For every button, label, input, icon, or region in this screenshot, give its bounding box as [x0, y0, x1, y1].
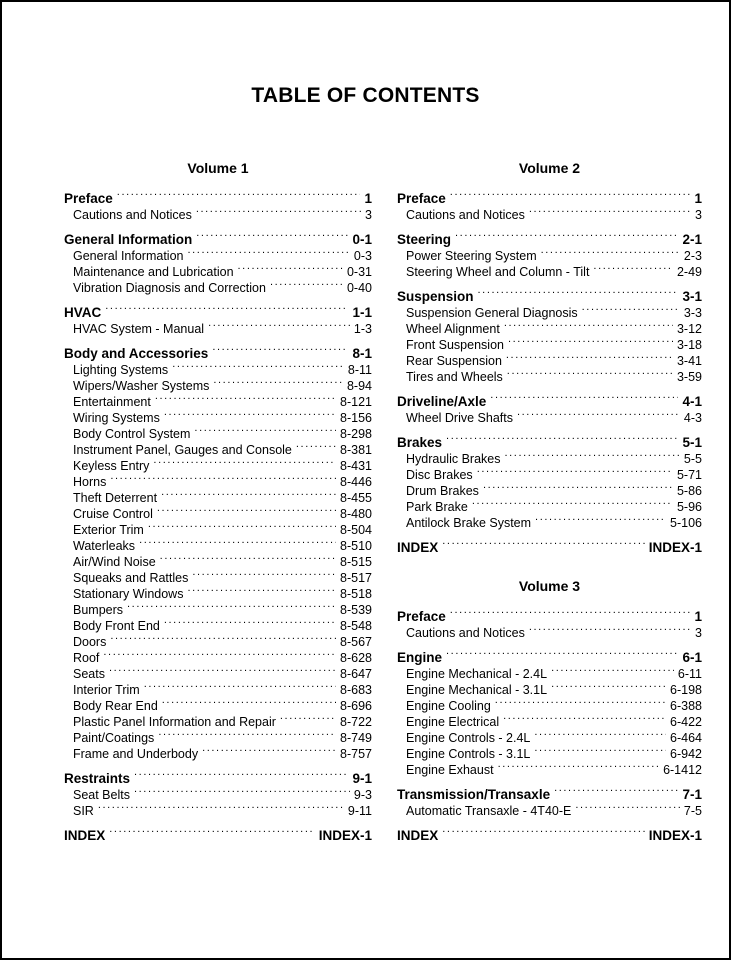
toc-entry-label: Engine Controls - 3.1L — [406, 747, 531, 761]
section-heading-label: Preface — [64, 191, 113, 206]
leader-dots — [187, 582, 336, 598]
toc-entry-page: 7-5 — [683, 804, 702, 818]
toc-entry-page: 8-517 — [340, 571, 372, 585]
leader-dots — [238, 260, 343, 276]
leader-dots — [153, 454, 336, 470]
leader-dots — [161, 486, 336, 502]
toc-entry-page: 8-722 — [340, 715, 372, 729]
leader-dots — [194, 422, 336, 438]
leader-dots — [162, 694, 336, 710]
leader-dots — [490, 388, 678, 406]
toc-entry-label: Cautions and Notices — [406, 626, 525, 640]
toc-entry-label: Engine Mechanical - 2.4L — [406, 667, 548, 681]
leader-dots — [160, 550, 336, 566]
toc-entry-page: 8-510 — [340, 539, 372, 553]
leader-dots — [506, 349, 673, 365]
toc-entry-label: Theft Deterrent — [73, 491, 158, 505]
leader-dots — [157, 502, 336, 518]
volume-heading: Volume 3 — [518, 578, 581, 594]
toc-entry-page: 8-480 — [340, 507, 372, 521]
leader-dots — [450, 603, 691, 621]
toc-entry-page: 8-696 — [340, 699, 372, 713]
leader-dots — [582, 301, 680, 317]
toc-section — [397, 283, 702, 384]
toc-entry-page: 8-567 — [340, 635, 372, 649]
leader-dots — [134, 765, 348, 783]
toc-entry-page: 8-381 — [340, 443, 372, 457]
toc-entry-page: 8-121 — [340, 395, 372, 409]
toc-entry-label: Horns — [73, 475, 107, 489]
section-heading-label: Preface — [397, 609, 446, 624]
leader-dots — [535, 511, 666, 527]
leader-dots — [446, 644, 678, 662]
toc-entry-page: 8-11 — [347, 363, 372, 377]
section-heading — [397, 226, 702, 247]
toc-entry-page: 8-515 — [340, 555, 372, 569]
toc-entry-page: 8-156 — [340, 411, 372, 425]
leader-dots — [483, 479, 673, 495]
toc-entry-page: 8-757 — [340, 747, 372, 761]
leader-dots — [134, 783, 350, 799]
section-heading-label: INDEX — [397, 540, 439, 555]
leader-dots — [127, 598, 336, 614]
leader-dots — [534, 726, 666, 742]
section-heading-label: Steering — [397, 232, 452, 247]
leader-dots — [144, 678, 336, 694]
leader-dots — [105, 299, 348, 317]
leader-dots — [164, 406, 336, 422]
toc-entry-label: Wheel Alignment — [406, 322, 500, 336]
section-heading — [397, 388, 702, 409]
section-heading — [397, 822, 702, 843]
toc-entry-page: 8-446 — [340, 475, 372, 489]
section-heading-label: Driveline/Axle — [397, 394, 487, 409]
toc-entry-label: Paint/Coatings — [73, 731, 155, 745]
leader-dots — [551, 662, 674, 678]
toc-entry-page: 6-464 — [670, 731, 702, 745]
toc-section — [64, 185, 372, 222]
leader-dots — [213, 374, 343, 390]
section-heading-page: 1-1 — [352, 305, 372, 320]
section-heading-page: 1 — [694, 609, 702, 624]
toc-entry-label: Maintenance and Lubrication — [73, 265, 234, 279]
toc-entry-page: 6-1412 — [663, 763, 702, 777]
toc-entry-label: Drum Brakes — [406, 484, 479, 498]
leader-dots — [110, 470, 336, 486]
toc-section — [397, 388, 702, 425]
leader-dots — [593, 260, 673, 276]
toc-entry — [64, 317, 372, 336]
section-heading-page: INDEX-1 — [318, 828, 372, 843]
toc-section — [64, 299, 372, 336]
leader-dots — [164, 614, 336, 630]
leader-dots — [270, 276, 343, 292]
toc-entry-label: Wiring Systems — [73, 411, 160, 425]
toc-entry-page: 9-11 — [347, 804, 372, 818]
section-heading-page: 0-1 — [352, 232, 372, 247]
toc-entry — [64, 662, 372, 681]
leader-dots — [172, 358, 344, 374]
toc-entry-page: 4-3 — [683, 411, 702, 425]
section-heading — [397, 185, 702, 206]
section-heading-label: INDEX — [397, 828, 439, 843]
column-right — [397, 157, 702, 847]
toc-entry-label: Engine Exhaust — [406, 763, 494, 777]
toc-entry-label: Engine Electrical — [406, 715, 500, 729]
section-heading-page: 1 — [694, 191, 702, 206]
section-heading-label: Preface — [397, 191, 446, 206]
toc-entry-page: 8-298 — [340, 427, 372, 441]
toc-entry-label: HVAC System - Manual — [73, 322, 205, 336]
toc-entry-page: 8-455 — [340, 491, 372, 505]
toc-entry-page: 6-388 — [670, 699, 702, 713]
toc-entry-label: SIR — [73, 804, 94, 818]
leader-dots — [442, 534, 644, 552]
toc-entry-label: Body Front End — [73, 619, 160, 633]
toc-entry-label: Automatic Transaxle - 4T40-E — [406, 804, 572, 818]
toc-entry-page: 5-71 — [676, 468, 702, 482]
column-left — [64, 157, 372, 847]
toc-entry-label: Bumpers — [73, 603, 124, 617]
section-heading-page: 6-1 — [682, 650, 702, 665]
toc-entry-label: Engine Controls - 2.4L — [406, 731, 531, 745]
leader-dots — [478, 283, 679, 301]
toc-entry-label: Exterior Trim — [73, 523, 144, 537]
toc-entry-label: Doors — [73, 635, 107, 649]
volume-heading: Volume 2 — [518, 160, 581, 176]
leader-dots — [529, 203, 691, 219]
leader-dots — [98, 799, 344, 815]
toc-entry-label: Wheel Drive Shafts — [406, 411, 513, 425]
toc-section — [397, 781, 702, 818]
toc-entry-page: 8-749 — [340, 731, 372, 745]
section-heading — [64, 226, 372, 247]
leader-dots — [517, 406, 680, 422]
toc-entry-page: 6-942 — [670, 747, 702, 761]
leader-dots — [507, 365, 673, 381]
section-heading-label: Transmission/Transaxle — [397, 787, 551, 802]
section-heading — [397, 603, 702, 624]
toc-entry-label: Suspension General Diagnosis — [406, 306, 578, 320]
leader-dots — [196, 203, 361, 219]
toc-entry-label: Vibration Diagnosis and Correction — [73, 281, 266, 295]
toc-entry-page: 8-647 — [340, 667, 372, 681]
toc-entry-page: 8-548 — [340, 619, 372, 633]
toc-entry-page: 5-106 — [670, 516, 702, 530]
volume-heading: Volume 1 — [187, 160, 249, 176]
leader-dots — [212, 340, 348, 358]
toc-entry-page: 6-422 — [670, 715, 702, 729]
leader-dots — [455, 226, 678, 244]
toc-entry-label: Antilock Brake System — [406, 516, 532, 530]
section-heading-label: Suspension — [397, 289, 474, 304]
volume-gap — [397, 559, 702, 575]
section-heading-page: 1 — [364, 191, 372, 206]
leader-dots — [508, 333, 673, 349]
toc-section — [397, 644, 702, 777]
leader-dots — [529, 621, 691, 637]
leader-dots — [103, 646, 336, 662]
toc-entry-label: Instrument Panel, Gauges and Console — [73, 443, 292, 457]
toc-section — [397, 603, 702, 640]
section-heading-page: INDEX-1 — [648, 828, 702, 843]
section-heading — [64, 185, 372, 206]
leader-dots — [495, 694, 666, 710]
toc-section — [64, 822, 372, 843]
toc-entry-label: Lighting Systems — [73, 363, 169, 377]
section-heading — [64, 299, 372, 320]
section-heading — [64, 340, 372, 361]
toc-entry-label: Hydraulic Brakes — [406, 452, 501, 466]
toc-entry-page: 8-539 — [340, 603, 372, 617]
leader-dots — [196, 226, 348, 244]
toc-entry-label: Rear Suspension — [406, 354, 502, 368]
section-heading-page: 8-1 — [352, 346, 372, 361]
toc-entry-label: Body Control System — [73, 427, 191, 441]
toc-entry-label: Wipers/Washer Systems — [73, 379, 210, 393]
toc-entry-label: Plastic Panel Information and Repair — [73, 715, 276, 729]
section-heading-label: General Information — [64, 232, 193, 247]
leader-dots — [477, 463, 673, 479]
toc-entry-label: Waterleaks — [73, 539, 136, 553]
toc-entry-page: 5-96 — [676, 500, 702, 514]
toc-entry-label: Front Suspension — [406, 338, 504, 352]
toc-section — [397, 534, 702, 555]
section-heading — [64, 822, 372, 843]
section-heading-page: 3-1 — [682, 289, 702, 304]
toc-entry-page: 3-3 — [683, 306, 702, 320]
toc-entry — [64, 799, 372, 818]
leader-dots — [472, 495, 673, 511]
section-heading-page: 2-1 — [682, 232, 702, 247]
section-heading-page: INDEX-1 — [648, 540, 702, 555]
toc-entry-page: 8-518 — [340, 587, 372, 601]
toc-entry-label: Keyless Entry — [73, 459, 150, 473]
toc-entry-label: Engine Mechanical - 3.1L — [406, 683, 548, 697]
toc-entry-label: Seats — [73, 667, 105, 681]
leader-dots — [504, 447, 679, 463]
toc-entry — [64, 470, 372, 489]
leader-dots — [504, 317, 673, 333]
section-heading-page: 9-1 — [352, 771, 372, 786]
toc-entry-label: Air/Wind Noise — [73, 555, 156, 569]
page-title: TABLE OF CONTENTS — [251, 84, 480, 107]
section-heading-label: Brakes — [397, 435, 443, 450]
toc-entry-label: Cautions and Notices — [73, 208, 192, 222]
toc-section — [397, 429, 702, 530]
toc-entry-page: 9-3 — [353, 788, 372, 802]
leader-dots — [498, 758, 660, 774]
toc-entry-page: 8-683 — [340, 683, 372, 697]
toc-entry-label: Engine Cooling — [406, 699, 491, 713]
toc-entry-page: 3 — [695, 208, 702, 222]
leader-dots — [117, 185, 361, 203]
toc-entry-label: Steering Wheel and Column - Tilt — [406, 265, 590, 279]
section-heading — [397, 429, 702, 450]
section-heading-label: Engine — [397, 650, 443, 665]
section-heading — [397, 534, 702, 555]
toc-entry — [64, 678, 372, 697]
volume-1 — [64, 157, 372, 843]
section-heading — [397, 644, 702, 665]
leader-dots — [280, 710, 336, 726]
toc-entry-page: 3-41 — [676, 354, 702, 368]
toc-entry — [64, 646, 372, 665]
toc-entry — [397, 662, 702, 681]
section-heading-page: 7-1 — [682, 787, 702, 802]
toc-entry-label: Body Rear End — [73, 699, 158, 713]
toc-entry-label: Stationary Windows — [73, 587, 184, 601]
leader-dots — [187, 244, 349, 260]
toc-section — [397, 185, 702, 222]
toc-entry-page: 1-3 — [353, 322, 372, 336]
section-heading-page: 5-1 — [682, 435, 702, 450]
section-heading — [64, 765, 372, 786]
toc-entry-label: Roof — [73, 651, 100, 665]
toc-entry — [64, 630, 372, 649]
volume-2 — [397, 157, 702, 555]
toc-entry-page: 3 — [365, 208, 372, 222]
leader-dots — [192, 566, 336, 582]
leader-dots — [450, 185, 691, 203]
leader-dots — [534, 742, 666, 758]
toc-entry-label: Entertainment — [73, 395, 151, 409]
toc-section — [397, 822, 702, 843]
section-heading-label: HVAC — [64, 305, 102, 320]
leader-dots — [109, 662, 336, 678]
toc-entry-label: Interior Trim — [73, 683, 140, 697]
toc-entry-label: General Information — [73, 249, 184, 263]
section-heading-page: 4-1 — [682, 394, 702, 409]
toc-entry-page: 8-431 — [340, 459, 372, 473]
toc-entry-label: Squeaks and Rattles — [73, 571, 189, 585]
toc-entry-label: Tires and Wheels — [406, 370, 503, 384]
leader-dots — [158, 726, 336, 742]
toc-entry-page: 8-628 — [340, 651, 372, 665]
leader-dots — [575, 799, 680, 815]
toc-entry-page: 5-5 — [683, 452, 702, 466]
section-heading-label: INDEX — [64, 828, 106, 843]
section-heading-label: Restraints — [64, 771, 131, 786]
toc-entry-page: 6-198 — [670, 683, 702, 697]
toc-entry-page: 3-18 — [676, 338, 702, 352]
toc-entry-label: Power Steering System — [406, 249, 537, 263]
toc-entry-label: Park Brake — [406, 500, 468, 514]
toc-entry-page: 2-49 — [676, 265, 702, 279]
toc-entry-label: Cautions and Notices — [406, 208, 525, 222]
toc-entry-page: 8-504 — [340, 523, 372, 537]
leader-dots — [442, 822, 644, 840]
leader-dots — [110, 630, 336, 646]
section-heading-label: Body and Accessories — [64, 346, 209, 361]
toc-entry-page: 2-3 — [683, 249, 702, 263]
leader-dots — [554, 781, 678, 799]
toc-entry-page: 3-59 — [676, 370, 702, 384]
toc-section — [64, 226, 372, 295]
toc-entry-page: 0-40 — [346, 281, 372, 295]
toc-entry-page: 8-94 — [346, 379, 372, 393]
leader-dots — [208, 317, 350, 333]
toc-entry-page: 0-3 — [353, 249, 372, 263]
section-heading — [397, 781, 702, 802]
leader-dots — [155, 390, 336, 406]
toc-section — [397, 226, 702, 279]
section-heading — [397, 283, 702, 304]
leader-dots — [202, 742, 336, 758]
toc-entry — [64, 486, 372, 505]
leader-dots — [551, 678, 666, 694]
toc-entry — [397, 447, 702, 466]
leader-dots — [109, 822, 314, 840]
toc-entry-page: 0-31 — [346, 265, 372, 279]
toc-entry-page: 5-86 — [676, 484, 702, 498]
toc-section — [64, 765, 372, 818]
toc-entry-label: Disc Brakes — [406, 468, 473, 482]
leader-dots — [296, 438, 336, 454]
toc-entry-label: Frame and Underbody — [73, 747, 199, 761]
toc-entry-label: Cruise Control — [73, 507, 153, 521]
toc-entry-page: 3-12 — [676, 322, 702, 336]
leader-dots — [541, 244, 680, 260]
toc-entry-page: 3 — [695, 626, 702, 640]
toc-entry-label: Seat Belts — [73, 788, 130, 802]
leader-dots — [148, 518, 336, 534]
leader-dots — [503, 710, 666, 726]
toc-section — [64, 340, 372, 761]
toc-entry-page: 6-11 — [677, 667, 702, 681]
leader-dots — [446, 429, 678, 447]
leader-dots — [139, 534, 336, 550]
volume-3 — [397, 575, 702, 843]
